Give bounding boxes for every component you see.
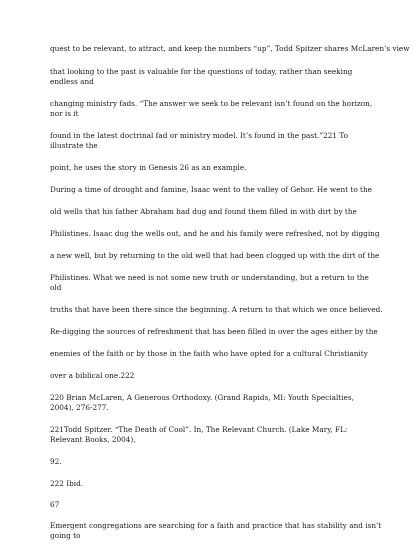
footnote-221: 221Todd Spitzer. “The Death of Cool”. In, The Relevant Church. (Lake Mary, FL: xyxy=(50,425,348,434)
footnote-221-cont: Relevant Books, 2004), xyxy=(50,435,136,444)
footnote-221-page: 92. xyxy=(50,457,62,466)
footnote-222: 222 Ibid. xyxy=(50,479,84,488)
body-line: Re-digging the sources of refreshment that has been filled in over the ages either by the xyxy=(50,327,378,336)
body-line: going to xyxy=(50,531,81,540)
footnote-220-cont: 2004), 276-277. xyxy=(50,403,109,412)
body-line: endless and xyxy=(50,77,94,86)
body-line: old wells that his father Abraham had dug and found them filled in with dirt by the xyxy=(50,207,357,216)
body-line: Philistines. Isaac dug the wells out, and he and his family were refreshed, not by digging xyxy=(50,229,380,238)
body-line: Philistines. What we need is not some new truth or understanding, but a return to the xyxy=(50,273,369,282)
body-line: over a biblical one.222 xyxy=(50,371,135,380)
body-line: enemies of the faith or by those in the faith who have opted for a cultural Christianity xyxy=(50,349,368,358)
page-number: 67 xyxy=(50,500,60,509)
body-line: illustrate the xyxy=(50,141,98,150)
body-line: Emergent congregations are searching for a faith and practice that has stability and isn’t xyxy=(50,521,382,530)
body-line: point, he uses the story in Genesis 26 as an example. xyxy=(50,163,247,172)
body-line: old xyxy=(50,283,62,292)
body-line: a new well, but by returning to the old well that had been clogged up with the dirt of the xyxy=(50,251,380,260)
body-line: quest to be relevant, to attract, and keep the numbers “up”, Todd Spitzer shares McLaren’s view xyxy=(50,44,410,53)
body-line: found in the latest doctrinal fad or ministry model. It’s found in the past.”221 To xyxy=(50,131,349,140)
body-line: that looking to the past is valuable for the questions of today, rather than seeking xyxy=(50,67,353,76)
body-line: changing ministry fads. “The answer we seek to be relevant isn’t found on the horizon, xyxy=(50,99,373,108)
body-line: truths that have been there since the beginning. A return to that which we once believed. xyxy=(50,305,383,314)
body-line: nor is it xyxy=(50,109,79,118)
body-line: During a time of drought and famine, Isaac went to the valley of Gehor. He went to the xyxy=(50,185,372,194)
footnote-220: 220 Brian McLaren, A Generous Orthodoxy. (Grand Rapids, MI: Youth Specialties, xyxy=(50,393,354,402)
